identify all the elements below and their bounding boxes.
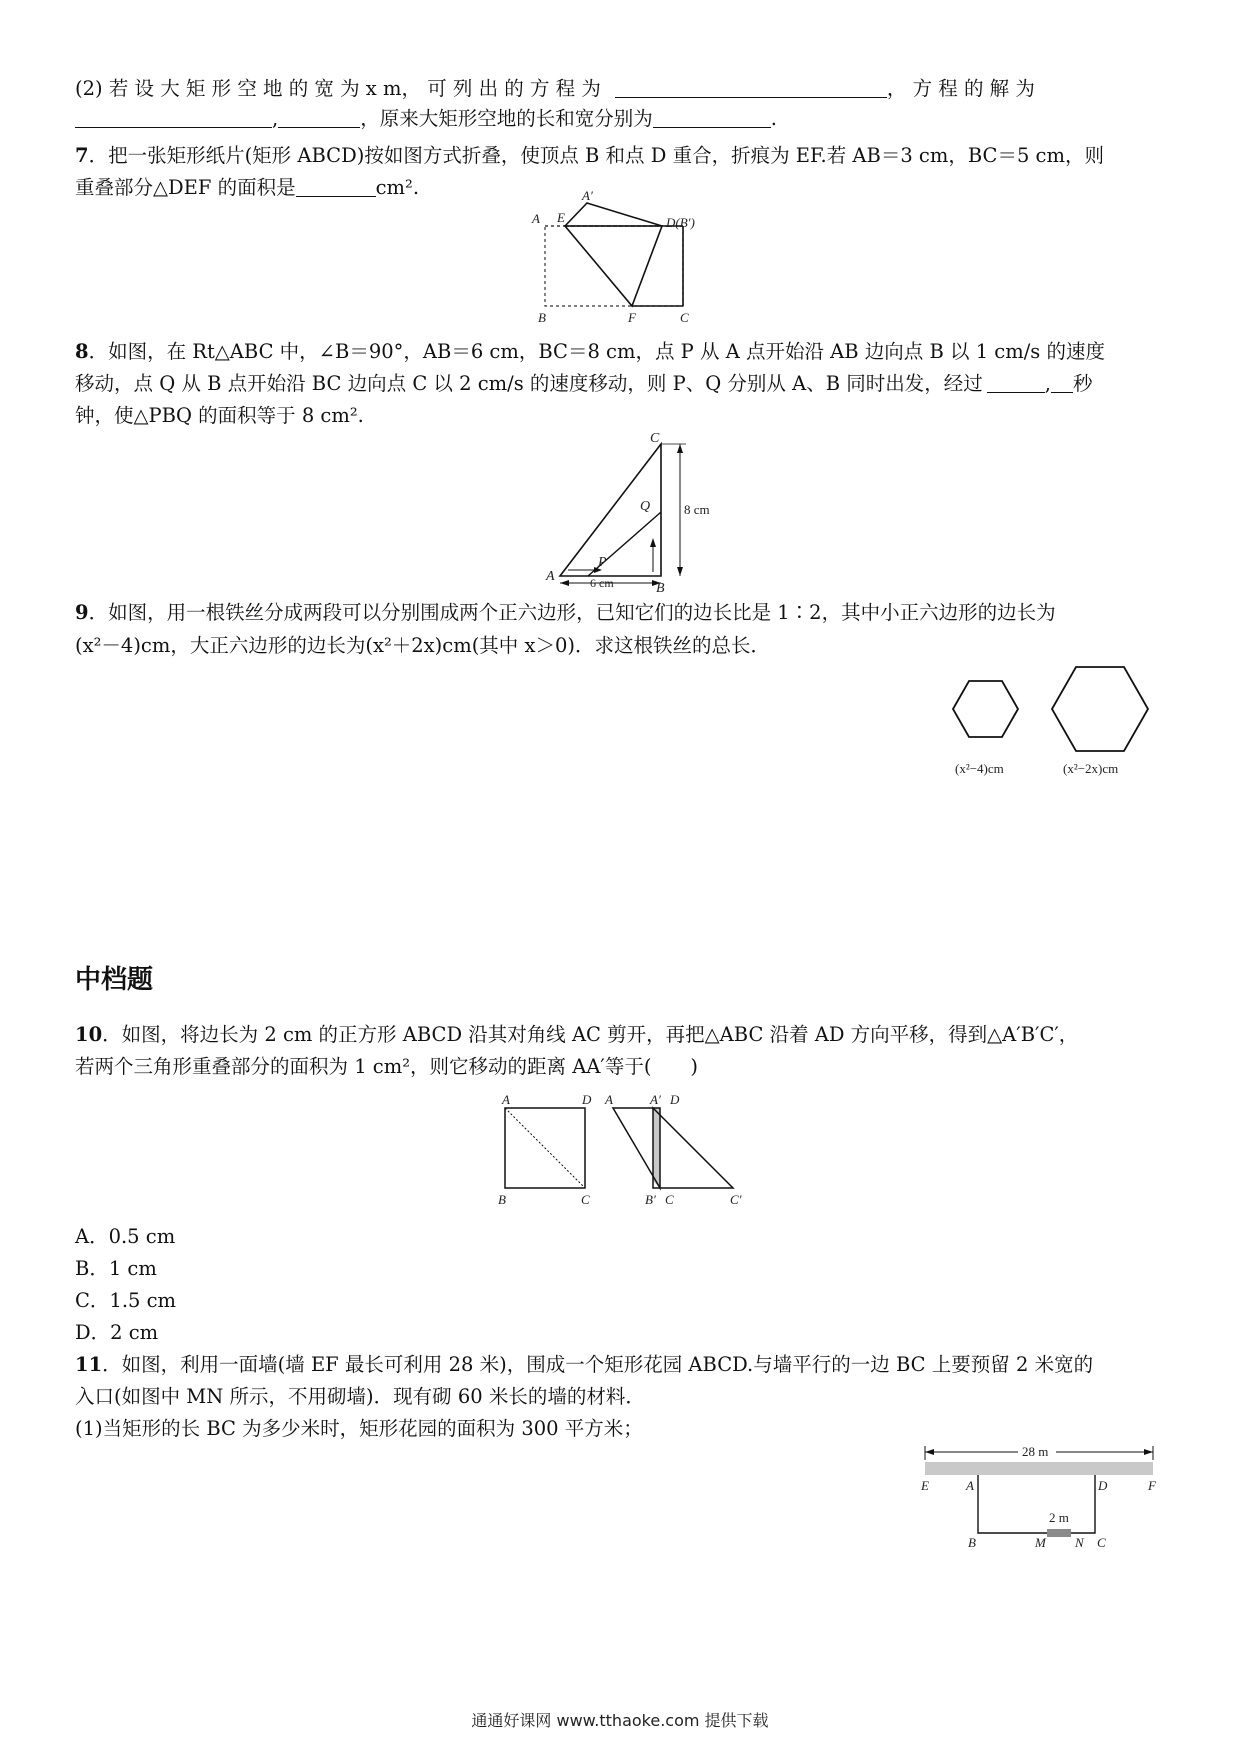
fig8-triangle-diagram <box>540 431 720 596</box>
q7-text-2a: 重叠部分△DEF 的面积是 <box>75 176 296 199</box>
q9-text-2: (x²－4)cm，大正六边形的边长为(x²＋2x)cm(其中 x＞0)．求这根铁丝的总长． <box>75 634 771 657</box>
q10-number: 10 <box>75 1023 103 1046</box>
q11-text-3: (1)当矩形的长 BC 为多少米时，矩形花园的面积为 300 平方米； <box>75 1417 643 1440</box>
fig11-label-n: N <box>1075 1535 1084 1550</box>
q8-blank-seconds-2[interactable] <box>1051 372 1073 393</box>
fig11-wall-length: 28 m <box>1022 1444 1049 1459</box>
fig7-label-a-prime: A′ <box>582 188 593 203</box>
fig7-label-c: C <box>680 310 689 325</box>
q10-option-b[interactable] <box>75 1254 1175 1284</box>
fig10-label-c2: C <box>665 1192 674 1207</box>
fig10-label-a: A <box>502 1092 510 1107</box>
q11-text-1: ．如图，利用一面墙(墙 EF 最长可利用 28 米)，围成一个矩形花园 ABCD.与墙平行的一边 BC 上要预留 2 米宽的 <box>102 1353 1094 1376</box>
fig9-hexagons-diagram <box>945 660 1185 785</box>
q11-text-2: 入口(如图中 MN 所示，不用砌墙)．现有砌 60 米长的墙的材料． <box>75 1385 645 1408</box>
q10-line2 <box>75 1052 1175 1082</box>
page-footer: 通通好课网 www.tthaoke.com 提供下载 <box>471 1711 769 1730</box>
fig10-label-d2: D <box>670 1092 680 1107</box>
q8-text-1: ．如图，在 Rt△ABC 中，∠B＝90°，AB＝6 cm，BC＝8 cm，点 P 从 A 点开始沿 AB 边向点 B 以 1 cm/s 的速度 <box>88 340 1105 363</box>
fig8-label-q: Q <box>640 499 651 514</box>
fig10-label-a2: A <box>605 1092 613 1107</box>
fig10-label-b-prime: B′ <box>645 1192 656 1207</box>
big-hexagon <box>1052 667 1148 751</box>
fig10-label-c-prime: C′ <box>730 1192 742 1207</box>
fig9-small-label: (x²−4)cm <box>955 761 1004 776</box>
q6-blank-solution-2[interactable] <box>278 107 360 128</box>
q6-part2-text-c: ，原来大矩形空地的长和宽分别为 <box>360 107 653 130</box>
q10-option-a-label: A．0.5 cm <box>75 1225 176 1248</box>
fig10-overlap-region <box>653 1108 660 1188</box>
fig11-label-f: F <box>1148 1478 1156 1493</box>
q7-text-1: ．把一张矩形纸片(矩形 ABCD)按如图方式折叠，使顶点 B 和点 D 重合，折痕为 EF.若 AB＝3 cm，BC＝5 cm，则 <box>88 144 1104 167</box>
fig8-label-p: P <box>598 555 607 570</box>
q11-line1 <box>75 1350 1175 1380</box>
fig11-label-d: D <box>1098 1478 1108 1493</box>
fig11-label-m: M <box>1035 1535 1046 1550</box>
fig10-label-b: B <box>498 1192 506 1207</box>
fig11-gate <box>1047 1529 1071 1537</box>
q9-line2 <box>75 631 1175 661</box>
q10-option-a[interactable] <box>75 1222 1175 1252</box>
q10-text-2: 若两个三角形重叠部分的面积为 1 cm²，则它移动的距离 AA′等于( ) <box>75 1055 699 1078</box>
q10-option-d-label: D．2 cm <box>75 1321 159 1344</box>
fig7-fold-diagram <box>520 188 700 330</box>
q8-text-3: 钟，使△PBQ 的面积等于 8 cm². <box>75 404 364 427</box>
q9-line1 <box>75 598 1175 628</box>
q10-option-c[interactable] <box>75 1286 1175 1316</box>
fig8-length-bc: 8 cm <box>684 502 710 517</box>
q10-option-d[interactable] <box>75 1318 1175 1348</box>
fig11-gate-length: 2 m <box>1049 1510 1069 1525</box>
fig7-label-f: F <box>628 310 636 325</box>
fig11-garden-diagram <box>915 1440 1165 1560</box>
fig11-label-c: C <box>1097 1535 1106 1550</box>
q8-line2: 移动，点 Q 从 B 点开始沿 BC 边向点 C 以 2 cm/s 的速度移动，则 P、Q 分别从 A、B 同时出发，经过 , 秒 <box>75 372 1093 395</box>
fig8-label-c: C <box>650 431 660 446</box>
q7-text-2b: cm². <box>375 176 420 199</box>
q6-part2-text-b: ， 方 程 的 解 为 <box>886 77 1035 100</box>
section-title: 中档题 <box>75 965 154 995</box>
q10-text-1: ．如图，将边长为 2 cm 的正方形 ABCD 沿其对角线 AC 剪开，再把△ABC 沿着 AD 方向平移，得到△A′B′C′， <box>102 1023 1079 1046</box>
q8-text-2b: 秒 <box>1072 372 1093 395</box>
fig10-label-d: D <box>582 1092 592 1107</box>
q6-part2-text-d: . <box>770 107 777 130</box>
q7-blank-area[interactable] <box>296 176 376 197</box>
q7-line1 <box>75 141 1175 171</box>
fig11-label-b: B <box>968 1535 976 1550</box>
fig11-label-a: A <box>966 1478 974 1493</box>
q7-line2 <box>75 173 1175 203</box>
q11-number: 11 <box>75 1353 103 1376</box>
fig7-label-b: B <box>538 310 546 325</box>
q8-blank-seconds-1[interactable] <box>987 372 1045 393</box>
q6-line1 <box>75 74 1175 104</box>
q6-part2-text-a: (2) 若 设 大 矩 形 空 地 的 宽 为 x m， 可 列 出 的 方 程 为 <box>75 77 601 100</box>
q6-blank-dimensions[interactable] <box>653 107 771 128</box>
q6-line2: , ，原来大矩形空地的长和宽分别为 . <box>75 104 1175 134</box>
q10-option-b-label: B．1 cm <box>75 1257 157 1280</box>
fig10-label-a-prime: A′ <box>650 1092 661 1107</box>
small-hexagon <box>953 681 1018 737</box>
q10-option-c-label: C．1.5 cm <box>75 1289 177 1312</box>
q10-line1 <box>75 1020 1175 1050</box>
fig7-label-a: A <box>532 211 540 226</box>
q9-number: 9 <box>75 601 89 624</box>
q8-number: 8 <box>75 340 89 363</box>
q8-line1 <box>75 337 1175 367</box>
fig9-big-label: (x²−2x)cm <box>1063 761 1119 776</box>
q11-line2 <box>75 1382 1175 1412</box>
q7-number: 7 <box>75 144 89 167</box>
fig8-length-ab: 6 cm <box>590 576 614 590</box>
fig10-label-c: C <box>581 1192 590 1207</box>
q6-blank-solution-1[interactable] <box>75 107 272 128</box>
q8-text-2a: 移动，点 Q 从 B 点开始沿 BC 边向点 C 以 2 cm/s 的速度移动，则 P、Q 分别从 A、B 同时出发，经过 <box>75 372 983 395</box>
fig10-square-diagram <box>490 1090 760 1215</box>
fig7-label-e: E <box>557 210 565 225</box>
fig8-label-b: B <box>656 581 665 596</box>
q6-blank-equation[interactable] <box>615 77 887 98</box>
fig7-label-d-b-prime: D(B′) <box>666 215 695 230</box>
q9-text-1: ．如图，用一根铁丝分成两段可以分别围成两个正六边形，已知它们的边长比是 1∶2，其中小正六边形的边长为 <box>88 601 1056 624</box>
fig11-wall <box>925 1462 1153 1475</box>
fig8-label-a: A <box>546 569 555 584</box>
fig11-label-e: E <box>921 1478 929 1493</box>
q8-line3 <box>75 401 1175 431</box>
